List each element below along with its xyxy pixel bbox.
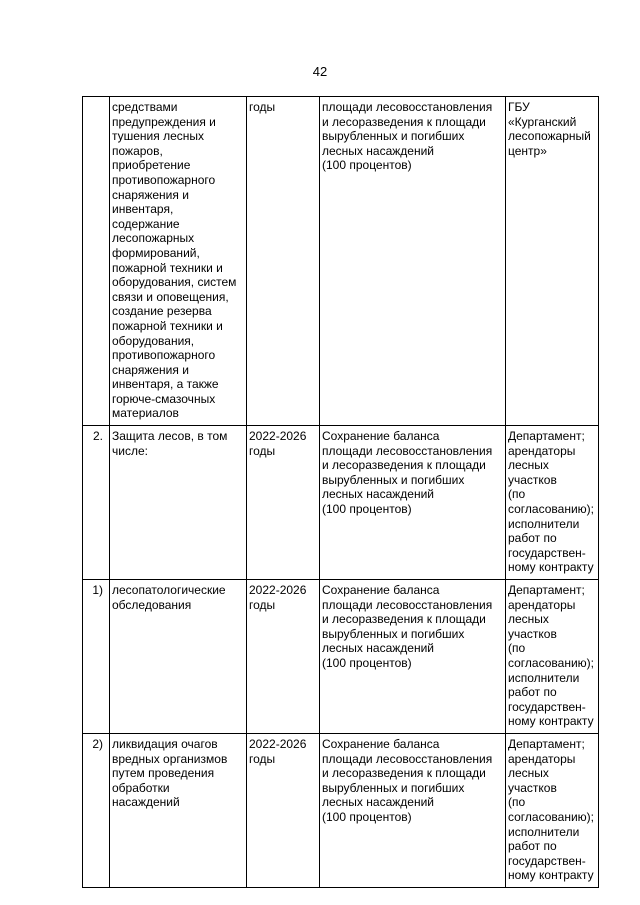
period-cell: 2022-2026 годы: [247, 733, 320, 887]
row-number-cell: [83, 97, 110, 426]
period-cell: годы: [247, 97, 320, 426]
period-cell: 2022-2026 годы: [247, 426, 320, 580]
period-cell: 2022-2026 годы: [247, 580, 320, 734]
measure-name-cell: лесопатологические обследования: [110, 580, 247, 734]
indicator-cell: Сохранение баланса площади лесовосстановления и лесоразведения к площади вырубленных и погибших лесных насаждений (100 процентов): [320, 426, 506, 580]
indicator-cell: Сохранение баланса площади лесовосстановления и лесоразведения к площади вырубленных и погибших лесных насаждений (100 процентов): [320, 580, 506, 734]
table-row: [83, 733, 599, 887]
table-row: [83, 426, 599, 580]
measure-name-cell: ликвидация очагов вредных организмов путем проведения обработки насаждений: [110, 733, 247, 887]
table-row: [83, 97, 599, 426]
indicator-cell: Сохранение баланса площади лесовосстановления и лесоразведения к площади вырубленных и погибших лесных насаждений (100 процентов): [320, 733, 506, 887]
measure-name-cell: Защита лесов, в том числе:: [110, 426, 247, 580]
responsible-cell: Департамент; арендаторы лесных участков (по согласованию); исполнители работ по государствен- ному контракту: [506, 426, 599, 580]
table-row: [83, 580, 599, 734]
row-number-cell: 2.: [83, 426, 110, 580]
measures-table: [82, 96, 599, 888]
responsible-cell: Департамент; арендаторы лесных участков (по согласованию); исполнители работ по государствен- ному контракту: [506, 580, 599, 734]
page-number: 42: [312, 64, 328, 79]
responsible-cell: Департамент; арендаторы лесных участков (по согласованию); исполнители работ по государствен- ному контракту: [506, 733, 599, 887]
row-number-cell: 1): [83, 580, 110, 734]
indicator-cell: площади лесовосстановления и лесоразведения к площади вырубленных и погибших лесных насаждений (100 процентов): [320, 97, 506, 426]
measure-name-cell: средствами предупреждения и тушения лесных пожаров, приобретение противопожарного снаряжения и инвентаря, содержание лесопожарных формирований, пожарной техники и оборудования, систем связи и оповещения, создание резерва пожарной техники и оборудования, противопожарного снаряжения и инвентаря, а также горюче-смазочных материалов: [110, 97, 247, 426]
row-number-cell: 2): [83, 733, 110, 887]
responsible-cell: ГБУ «Курганский лесопожарный центр»: [506, 97, 599, 426]
